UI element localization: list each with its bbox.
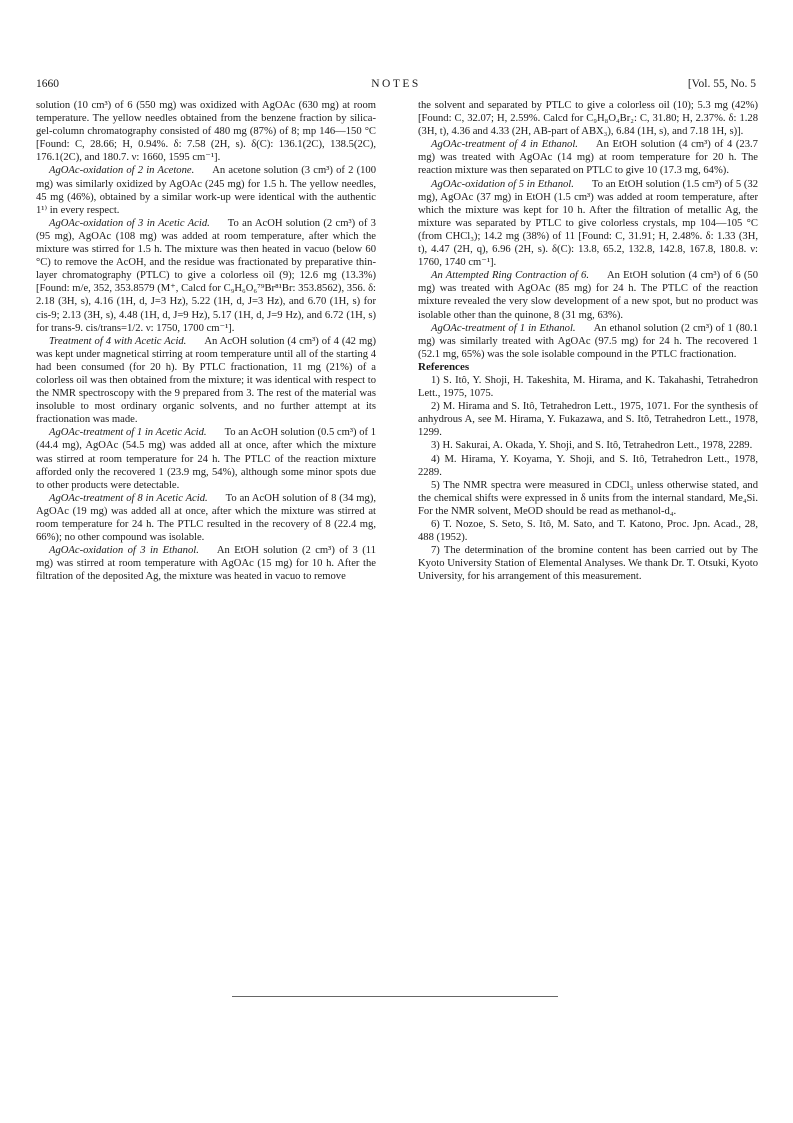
references-title: References bbox=[418, 360, 470, 373]
paragraph bbox=[418, 138, 758, 177]
paragraph-text: An acetone solution (3 cm³) of 2 (100 mg) was similarly oxidized by AgOAc (245 mg) for 1.5 h. The yellow needles, 45 mg (46%), obtained by a similar work-up were identical with the authentic 1¹⁾ in every respect. bbox=[36, 165, 377, 216]
paragraph bbox=[36, 99, 376, 164]
left-column bbox=[36, 99, 376, 583]
paragraph-text: To an AcOH solution (0.5 cm³) of 1 (44.4 mg), AgOAc (54.5 mg) was added all at once, after which the mixture was stirred at room temperature for 24 h. The PTLC of the reaction mixture afforded only the recovered 1 (23.9 mg, 54%), although some minor spots due to other products were detectable. bbox=[36, 427, 376, 491]
page-header bbox=[36, 78, 756, 94]
paragraph-text: the solvent and separated by PTLC to give a colorless oil (10); 5.3 mg (42%) [Found: C, 32.07; H, 2.59%. Calcd for C₉H₈O₄Br₂: C, 31.80; H, 2.37%. δ: 1.28 (3H, t), 4.36 and 4.33 (2H, AB-part of ABX₃), 6.84 (1H, s), and 7.18 1H, s)]. bbox=[418, 100, 758, 138]
end-rule bbox=[232, 996, 558, 997]
paragraph-heading: AgOAc-oxidation of 2 in Acetone. bbox=[49, 165, 195, 177]
paragraph-heading: AgOAc-oxidation of 3 in Ethanol. bbox=[49, 545, 199, 557]
right-column bbox=[418, 99, 758, 583]
paragraph-text: To an EtOH solution (1.5 cm³) of 5 (32 mg), AgOAc (37 mg) in EtOH (1.5 cm³) was added at room temperature, after which the mixture was kept for 10 h. After the filtration of metallic Ag, the mixture was separated by PTLC to give colorless crystals, mp 104—105 °C (from CHCl₃); 14.2 mg (38%) of 11 [Found: C, 31.91; H, 2.48%. δ: 1.33 (3H, t), 4.47 (2H, q), 6.96 (2H, s). δ(C): 13.8, 65.2, 132.8, 142.8, 167.8, 180.8. ν: 1760, 1740 cm⁻¹]. bbox=[418, 178, 758, 269]
reference-item: 4) M. Hirama, Y. Koyama, Y. Shoji, and S. Itô, Tetrahedron Lett., 1978, 2289. bbox=[418, 453, 758, 478]
paragraph bbox=[36, 217, 376, 335]
paragraph-heading: Treatment of 4 with Acetic Acid. bbox=[49, 335, 187, 347]
paragraph-heading: AgOAc-oxidation of 3 in Acetic Acid. bbox=[49, 217, 210, 229]
reference-item: 2) M. Hirama and S. Itô, Tetrahedron Lett., 1975, 1071. For the synthesis of anhydrous A, see M. Hirama, Y. Fukazawa, and S. Itô, Tetrahedron Lett., 1978, 1299. bbox=[418, 401, 758, 439]
paragraph-text: An EtOH solution (4 cm³) of 4 (23.7 mg) was treated with AgOAc (14 mg) at room temperature for 20 h. The reaction mixture was then separated on PTLC to give 10 (17.3 mg, 64%). bbox=[418, 139, 758, 177]
paragraph-heading: AgOAc-treatment of 1 in Acetic Acid. bbox=[49, 427, 207, 439]
paragraph-text: An EtOH solution (2 cm³) of 3 (11 mg) was stirred at room temperature with AgOAc (15 mg) for 10 h. After the filtration of the deposited Ag, the mixture was heated in vacuo to remove bbox=[36, 545, 376, 583]
paragraph bbox=[418, 99, 758, 138]
paragraph-heading: AgOAc-oxidation of 5 in Ethanol. bbox=[431, 178, 574, 190]
reference-item: 6) T. Nozoe, S. Seto, S. Itô, M. Sato, and T. Katono, Proc. Jpn. Acad., 28, 488 (1952). bbox=[418, 519, 758, 544]
paragraph-text: To an AcOH solution of 8 (34 mg), AgOAc (19 mg) was added all at once, after which the mixture was stirred at room temperature for 24 h. The PTLC resulted in the recovery of 8 (22.4 mg, 66%); no other compound was isolable. bbox=[36, 492, 377, 544]
reference-item: 3) H. Sakurai, A. Okada, Y. Shoji, and S. Itô, Tetrahedron Lett., 1978, 2289. bbox=[431, 440, 753, 452]
reference-item: 1) S. Itô, Y. Shoji, H. Takeshita, M. Hirama, and K. Takahashi, Tetrahedron Lett., 1975, 1075. bbox=[418, 374, 758, 400]
page-number: 1660 bbox=[36, 78, 59, 90]
paragraph-heading: An Attempted Ring Contraction of 6. bbox=[431, 270, 589, 282]
paragraph-heading: AgOAc-treatment of 4 in Ethanol. bbox=[431, 139, 578, 151]
paragraph bbox=[36, 544, 376, 583]
paragraph-text: An AcOH solution (4 cm³) of 4 (42 mg) was kept under magnetical stirring at room temperature until all of the starting 4 had been consumed (for 20 h). By PTLC fractionation, 11 mg (21%) of a colorless oil was then obtained from the mixture; it was identical with respect to the NMR spectroscopy with the 9 prepared from 3. The rest of the material was insoluble to most ordinary organic solvents, and no further attempt at its fractionation was made. bbox=[36, 335, 377, 426]
paragraph-heading: AgOAc-treatment of 1 in Ethanol. bbox=[431, 322, 576, 334]
paragraph bbox=[36, 164, 376, 216]
paragraph-text: An ethanol solution (2 cm³) of 1 (80.1 mg) was similarly treated with AgOAc (97.5 mg) for 24 h. The recovered 1 (52.1 mg, 65%) was the sole isolable compound in the PTLC fractionation. bbox=[418, 322, 758, 360]
paragraph bbox=[36, 492, 376, 544]
paragraph-text: An EtOH solution (4 cm³) of 6 (50 mg) was treated with AgOAc (85 mg) for 24 h. The PTLC of the reaction mixture revealed the very slow development of a new spot, but no product was isolable other than the quinone, 8 (31 mg, 63%). bbox=[418, 270, 759, 321]
journal-section: NOTES bbox=[371, 78, 421, 90]
paragraph-text: solution (10 cm³) of 6 (550 mg) was oxidized with AgOAc (630 mg) at room temperature. The yellow needles obtained from the benzene fraction by silica-gel-column chromatography consisted of 480 mg (87%) of 8; mp 146—150 °C [Found: C, 28.66; H, 0.94%. δ: 7.58 (2H, s). δ(C): 136.1(2C), 138.5(2C), 176.1(2C), and 180.7. ν: 1660, 1595 cm⁻¹]. bbox=[36, 100, 376, 164]
paragraph-text: To an AcOH solution (2 cm³) of 3 (95 mg), AgOAc (108 mg) was added at room temperature, after which the mixture was stirred for 1.5 h. The mixture was then heated in vacuo (below 60 °C) to remove the AcOH, and the residue was fractionated by preparative thin-layer chromatography (PTLC) to give a colorless oil (9); 12.6 mg (13.3%) [Found: m/e, 352, 353.8579 (M⁺, Calcd for C₉H₆O₆⁷⁹Br⁸¹Br: 353.8562), 356. δ: 2.18 (3H, s), 4.16 (1H, d, J=3 Hz), 5.22 (1H, d, J=3 Hz), and 6.70 (1H, s) for cis-9; 2.13 (3H, s), 4.48 (1H, d, J=9 Hz), 5.17 (1H, d, J=9 Hz), and 6.72 (1H, s) for trans-9. cis/trans=1/2. ν: 1750, 1700 cm⁻¹]. bbox=[36, 217, 376, 334]
paragraph-heading: AgOAc-treatment of 8 in Acetic Acid. bbox=[49, 492, 208, 504]
paragraph bbox=[418, 322, 758, 361]
paragraph bbox=[36, 335, 376, 427]
reference-item: 7) The determination of the bromine content has been carried out by The Kyoto University Station of Elemental Analyses. We thank Dr. T. Otsuki, Kyoto University, for his arrangement of this measurement. bbox=[418, 545, 758, 583]
reference-item: 5) The NMR spectra were measured in CDCl₃ unless otherwise stated, and the chemical shifts were expressed in δ units from the internal standard, Me₄Si. For the NMR solvent, MeOD should be read as methanol-d₄. bbox=[418, 479, 758, 517]
paragraph bbox=[36, 426, 376, 491]
volume-info: [Vol. 55, No. 5 bbox=[687, 78, 756, 90]
paragraph bbox=[418, 178, 758, 270]
paragraph bbox=[418, 269, 758, 321]
